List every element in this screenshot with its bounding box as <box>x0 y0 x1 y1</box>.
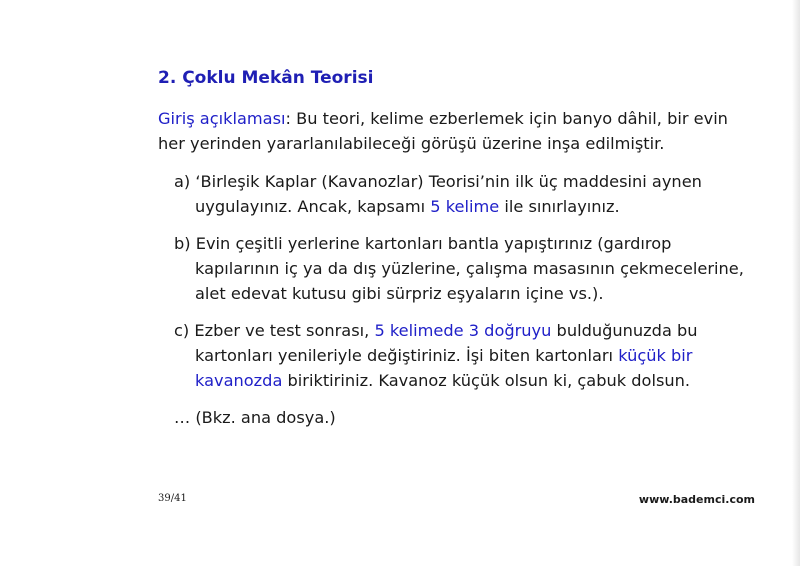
item-a-line1: a) ‘Birleşik Kaplar (Kavanozlar) Teorisi’nin ilk üç maddesini aynen <box>174 172 702 191</box>
item-c-line3-text: biriktiriniz. Kavanoz küçük olsun ki, çabuk dolsun. <box>282 371 691 390</box>
item-c-line2 <box>174 343 774 368</box>
list-item-c <box>174 318 774 393</box>
item-c-line1-text: c) Ezber ve test sonrası, <box>174 321 375 340</box>
item-b-line1: b) Evin çeşitli yerlerine kartonları bantla yapıştırınız (gardırop <box>174 234 672 253</box>
item-c-line1 <box>174 318 774 343</box>
item-a-line2-end: ile sınırlayınız. <box>499 197 620 216</box>
website-url: www.bademci.com <box>638 493 755 506</box>
item-a-line2 <box>174 194 774 219</box>
item-c-line3 <box>174 368 774 393</box>
intro-paragraph <box>158 106 758 156</box>
list-item-d <box>174 405 774 430</box>
item-a-line2-text: uygulayınız. Ancak, kapsamı <box>195 197 431 216</box>
intro-text-line1: : Bu teori, kelime ezberlemek için banyo dâhil, bir evin <box>285 109 728 128</box>
page-edge-shadow <box>792 0 800 566</box>
slide-title: 2. Çoklu Mekân Teorisi <box>158 68 374 88</box>
list-item-a <box>174 169 774 219</box>
item-d-text: … (Bkz. ana dosya.) <box>174 408 336 427</box>
item-c-highlight-2: küçük bir <box>618 346 693 365</box>
item-b-line3: alet edevat kutusu gibi sürpriz eşyaların içine vs.). <box>195 284 604 303</box>
intro-text-line2: her yerinden yararlanılabileceği görüşü üzerine inşa edilmiştir. <box>158 134 665 153</box>
intro-label: Giriş açıklaması <box>158 109 286 128</box>
page-number: 39/41 <box>158 493 187 504</box>
item-b-line2: kapılarının iç ya da dış yüzlerine, çalışma masasının çekmecelerine, <box>195 259 744 278</box>
item-c-highlight-1: 5 kelimede 3 doğruyu <box>374 321 552 340</box>
item-c-highlight-3: kavanozda <box>195 371 283 390</box>
list-item-b <box>174 231 774 306</box>
item-c-line2-text: kartonları yenileriyle değiştiriniz. İşi biten kartonları <box>195 346 619 365</box>
item-c-line1-end: bulduğunuzda bu <box>551 321 698 340</box>
item-a-highlight: 5 kelime <box>430 197 500 216</box>
